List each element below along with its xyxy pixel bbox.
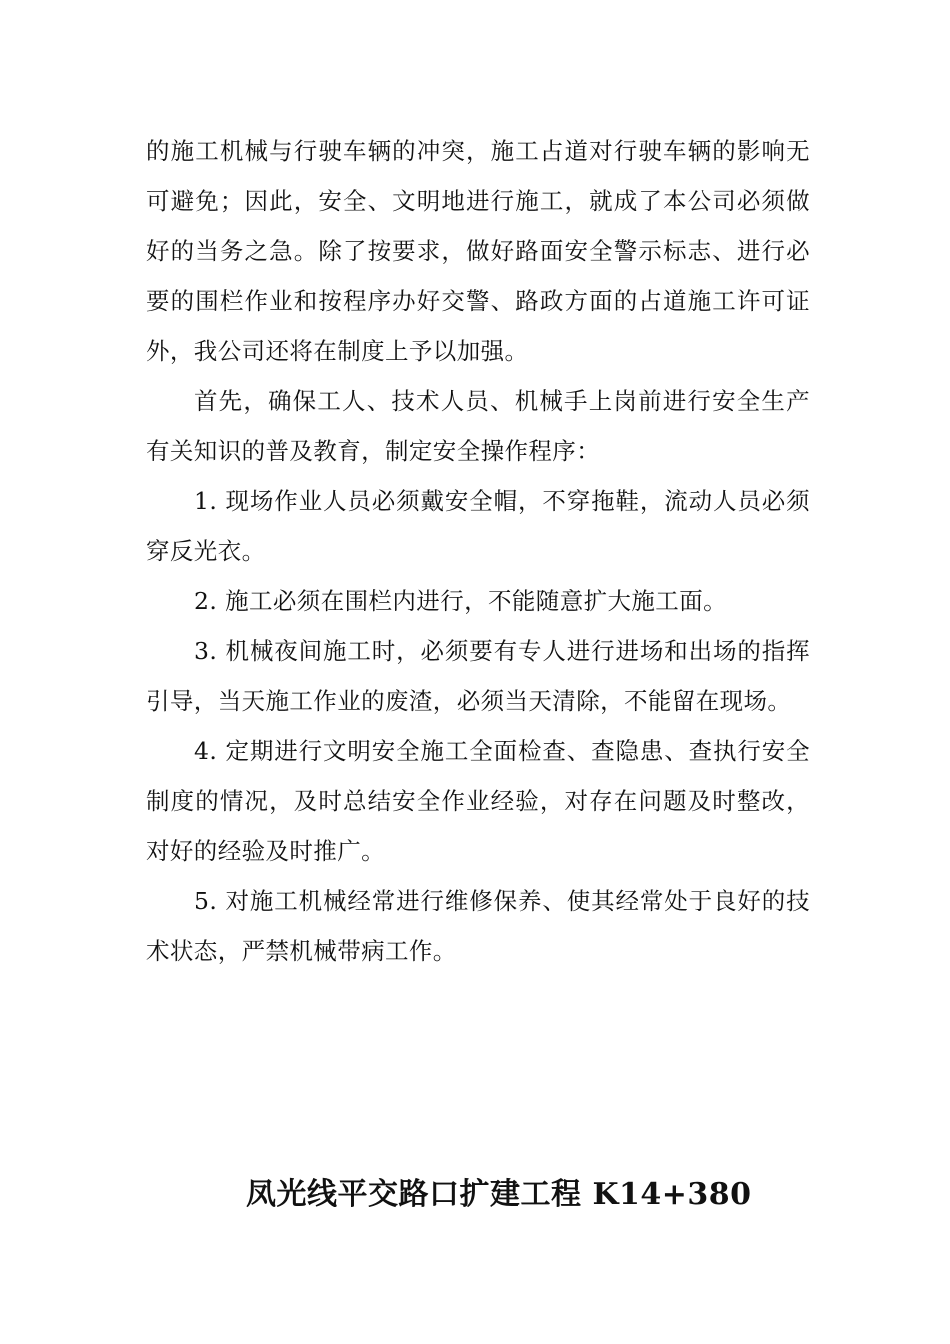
paragraph-intro: 首先，确保工人、技术人员、机械手上岗前进行安全生产有关知识的普及教育，制定安全操作程序： bbox=[146, 387, 810, 465]
list-item-3: 3. 机械夜间施工时，必须要有专人进行进场和出场的指挥引导，当天施工作业的废渣，必须当天清除，不能留在现场。 bbox=[146, 637, 810, 715]
list-item-5: 5. 对施工机械经常进行维修保养、使其经常处于良好的技术状态，严禁机械带病工作。 bbox=[146, 887, 810, 965]
project-title: 凤光线平交路口扩建工程 K14+380 bbox=[246, 1177, 752, 1212]
list-item-2: 2. 施工必须在围栏内进行，不能随意扩大施工面。 bbox=[194, 587, 727, 615]
body-text bbox=[146, 126, 810, 976]
list-item-1: 1. 现场作业人员必须戴安全帽，不穿拖鞋，流动人员必须穿反光衣。 bbox=[146, 487, 810, 565]
list-item-4: 4. 定期进行文明安全施工全面检查、查隐患、查执行安全制度的情况，及时总结安全作业经验，对存在问题及时整改，对好的经验及时推广。 bbox=[146, 737, 810, 865]
paragraph-continuation: 的施工机械与行驶车辆的冲突，施工占道对行驶车辆的影响无可避免；因此，安全、文明地进行施工，就成了本公司必须做好的当务之急。除了按要求，做好路面安全警示标志、进行必要的围栏作业和按程序办好交警、路政方面的占道施工许可证外，我公司还将在制度上予以加强。 bbox=[146, 137, 810, 365]
